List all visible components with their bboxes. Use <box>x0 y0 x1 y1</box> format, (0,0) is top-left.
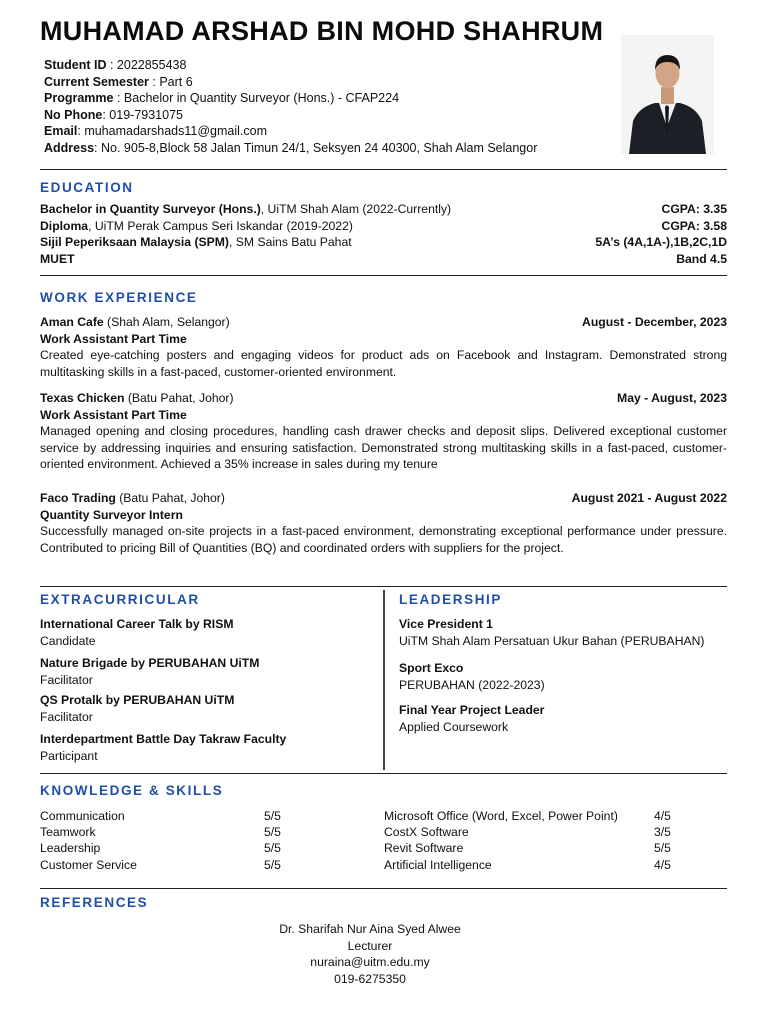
reference-name: Dr. Sharifah Nur Aina Syed Alwee <box>279 922 461 936</box>
reference-title: Lecturer <box>347 938 393 953</box>
personal-info <box>44 57 537 157</box>
semester-line: Current Semester : Part 6 <box>44 74 193 89</box>
programme-line: Programme : Bachelor in Quantity Surveyor (Hons.) - CFAP224 <box>44 91 400 106</box>
reference-email: nuraina@uitm.edu.my <box>310 955 430 970</box>
skill-name: Artificial Intelligence <box>384 858 492 872</box>
reference-phone: 019-6275350 <box>334 972 406 987</box>
divider-activities <box>40 773 727 774</box>
education-list <box>40 201 727 267</box>
profile-photo <box>621 35 714 154</box>
extracurricular-item: Nature Brigade by PERUBAHAN UiTM Facilitator <box>40 656 260 687</box>
education-item: MUET Band 4.5 <box>40 251 727 266</box>
work-heading: WORK EXPERIENCE <box>40 290 198 305</box>
phone-line: No Phone: 019-7931075 <box>44 107 183 122</box>
skill-name: Teamwork <box>40 825 96 839</box>
skills-heading: KNOWLEDGE & SKILLS <box>40 783 224 798</box>
skill-score: 4/5 <box>654 809 671 823</box>
work-item: Aman Cafe (Shah Alam, Selangor) August - December, 2023 Work Assistant Part Time Created eye-catching posters and engaging videos for product ads on Facebook and Instagram. Demonstrated strong multitasking skills in a fast-paced, customer-oriented environment. <box>40 315 727 379</box>
extracurricular-item: Interdepartment Battle Day Takraw Faculty Participant <box>40 732 287 763</box>
work-item: Faco Trading (Batu Pahat, Johor) August 2021 - August 2022 Quantity Surveyor Intern Successfully managed on-site projects in a fast-paced environment, demonstrating exceptional performance under pressure. Contributed to pricing Bill of Quantities (BQ) and coordinated orders with suppliers for the project. <box>40 491 727 555</box>
address-line: Address: No. 905-8,Block 58 Jalan Timun 24/1, Seksyen 24 40300, Shah Alam Selangor <box>44 140 538 155</box>
leadership-item: Vice President 1 UiTM Shah Alam Persatuan Ukur Bahan (PERUBAHAN) <box>399 617 705 648</box>
divider-work <box>40 586 727 587</box>
skill-score: 5/5 <box>264 841 281 855</box>
education-item: Bachelor in Quantity Surveyor (Hons.), UiTM Shah Alam (2022-Currently) CGPA: 3.35 <box>40 202 727 216</box>
references-heading: REFERENCES <box>40 895 149 910</box>
education-item: Sijil Peperiksaan Malaysia (SPM), SM Sains Batu Pahat 5A’s (4A,1A-),1B,2C,1D <box>40 235 727 249</box>
extracurricular-heading: EXTRACURRICULAR <box>40 592 200 607</box>
leadership-item: Sport Exco PERUBAHAN (2022-2023) <box>399 661 545 692</box>
skill-score: 5/5 <box>654 841 671 855</box>
extracurricular-item: QS Protalk by PERUBAHAN UiTM Facilitator <box>40 693 235 724</box>
email-line: Email: muhamadarshads11@gmail.com <box>44 124 267 139</box>
leadership-heading: LEADERSHIP <box>399 592 503 607</box>
skill-name: Revit Software <box>384 841 464 855</box>
education-heading: EDUCATION <box>40 180 134 195</box>
student-id-line: Student ID : 2022855438 <box>44 58 187 72</box>
skill-score: 4/5 <box>654 858 671 872</box>
work-item: Texas Chicken (Batu Pahat, Johor) May - August, 2023 Work Assistant Part Time Managed opening and closing procedures, handling cash drawer checks and deposit slips. Delivered exceptional customer service by addressing inquiries and ensuring satisfaction. Demonstrated strong multitasking skills in a fast-paced, customer-oriented environment. Achieved a 35% increase in sales during my tenure <box>40 391 727 472</box>
skill-score: 3/5 <box>654 825 671 839</box>
candidate-name: MUHAMAD ARSHAD BIN MOHD SHAHRUM <box>40 16 604 46</box>
leadership-item: Final Year Project Leader Applied Coursework <box>399 703 545 734</box>
divider-education <box>40 275 727 276</box>
divider-header <box>40 169 727 170</box>
skill-name: CostX Software <box>384 825 469 839</box>
extracurricular-item: International Career Talk by RISM Candidate <box>40 617 234 648</box>
skill-score: 5/5 <box>264 858 281 872</box>
divider-skills <box>40 888 727 889</box>
skill-score: 5/5 <box>264 825 281 839</box>
skill-name: Communication <box>40 809 125 823</box>
education-item: Diploma, UiTM Perak Campus Seri Iskandar (2019-2022) CGPA: 3.58 <box>40 218 727 233</box>
skill-name: Leadership <box>40 841 101 855</box>
skill-name: Microsoft Office (Word, Excel, Power Point) <box>384 809 618 823</box>
skill-name: Customer Service <box>40 858 137 872</box>
reference-block <box>213 921 527 988</box>
column-divider <box>383 590 385 770</box>
skill-score: 5/5 <box>264 809 281 823</box>
